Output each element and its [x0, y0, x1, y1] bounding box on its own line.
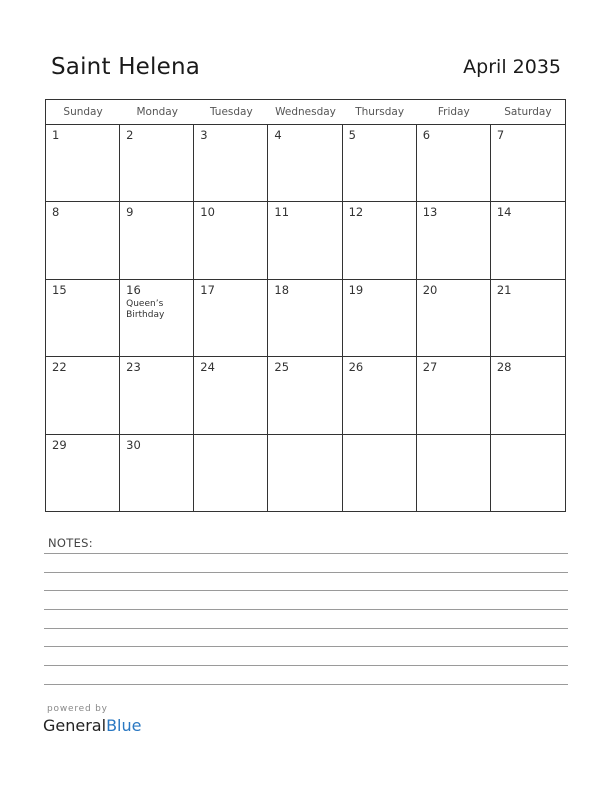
day-cell[interactable]	[120, 357, 194, 433]
day-cell[interactable]	[491, 280, 565, 356]
weekday-saturday: Saturday	[504, 106, 552, 118]
brand-blue-text: Blue	[106, 716, 142, 735]
week-row	[46, 125, 565, 202]
day-cell[interactable]	[417, 357, 491, 433]
weekday-monday: Monday	[136, 106, 178, 118]
day-number: 9	[126, 205, 134, 220]
day-number: 19	[348, 282, 364, 297]
day-cell[interactable]	[491, 435, 565, 512]
day-cell[interactable]	[46, 280, 120, 356]
day-cell[interactable]	[268, 357, 342, 433]
note-line	[44, 609, 568, 610]
day-number: 14	[496, 205, 512, 220]
day-number: 18	[274, 282, 290, 297]
weekday-wednesday: Wednesday	[275, 106, 336, 118]
day-number: 28	[496, 360, 512, 375]
brand-logo[interactable]	[43, 716, 141, 735]
day-cell[interactable]	[491, 125, 565, 201]
day-number: 25	[274, 360, 290, 375]
calendar-title: Saint Helena	[51, 54, 201, 80]
note-line	[44, 646, 568, 647]
day-cell[interactable]	[417, 280, 491, 356]
day-number: 27	[422, 360, 438, 375]
day-number: 17	[200, 282, 215, 297]
day-number: 20	[422, 282, 438, 297]
day-cell[interactable]	[268, 125, 342, 201]
week-row	[46, 435, 565, 512]
weekday-friday: Friday	[437, 106, 470, 118]
day-number: 3	[200, 128, 208, 142]
day-number: 30	[126, 437, 141, 452]
notes-label: NOTES:	[48, 536, 93, 550]
day-cell[interactable]	[491, 202, 565, 278]
day-number: 2	[126, 128, 134, 142]
day-cell[interactable]	[343, 125, 417, 201]
day-number: 6	[422, 128, 431, 142]
day-number: 15	[52, 282, 67, 297]
day-cell[interactable]	[268, 280, 342, 356]
weekday-sunday: Sunday	[63, 106, 103, 118]
day-cell[interactable]	[120, 435, 194, 512]
weekday-tuesday: Tuesday	[209, 106, 253, 118]
note-line	[44, 684, 568, 685]
day-cell[interactable]	[194, 125, 268, 201]
day-cell[interactable]	[194, 280, 268, 356]
day-cell[interactable]	[46, 125, 120, 201]
day-number: 5	[348, 128, 356, 142]
day-cell[interactable]	[46, 202, 120, 278]
day-cell[interactable]	[343, 280, 417, 356]
day-cell[interactable]	[268, 202, 342, 278]
brand-general-text: General	[43, 716, 107, 735]
note-line	[44, 665, 568, 666]
powered-by-text: powered by	[47, 704, 108, 714]
day-number: 1	[52, 128, 60, 142]
day-cell[interactable]	[343, 435, 417, 512]
weeks-container	[46, 125, 565, 512]
day-number: 16	[126, 282, 141, 297]
day-cell[interactable]	[120, 202, 194, 278]
note-line	[44, 628, 568, 629]
week-row	[46, 357, 565, 434]
calendar-month: April 2035	[463, 56, 561, 78]
day-number: 26	[348, 360, 364, 375]
note-line	[44, 590, 568, 591]
week-row	[46, 280, 565, 357]
day-cell[interactable]	[268, 435, 342, 512]
day-cell[interactable]	[417, 435, 491, 512]
day-number: 21	[496, 282, 512, 297]
day-number: 10	[200, 205, 215, 220]
day-cell[interactable]	[46, 435, 120, 512]
day-cell[interactable]	[194, 202, 268, 278]
day-cell[interactable]	[120, 125, 194, 201]
day-cell[interactable]	[343, 357, 417, 433]
day-cell[interactable]	[120, 280, 194, 356]
day-number: 23	[126, 360, 141, 375]
day-number: 29	[52, 437, 67, 452]
holiday-label: Queen’s Birthday	[126, 298, 165, 320]
note-line	[44, 553, 568, 554]
week-row	[46, 202, 565, 279]
day-number: 11	[274, 205, 290, 220]
weekday-header-row	[46, 100, 565, 125]
day-cell[interactable]	[46, 357, 120, 433]
day-cell[interactable]	[491, 357, 565, 433]
day-cell[interactable]	[417, 202, 491, 278]
day-number: 8	[52, 205, 60, 220]
day-number: 7	[496, 128, 505, 142]
day-number: 12	[348, 205, 364, 220]
calendar-grid	[45, 99, 566, 512]
note-line	[44, 572, 568, 573]
day-cell[interactable]	[343, 202, 417, 278]
day-cell[interactable]	[194, 357, 268, 433]
day-cell[interactable]	[194, 435, 268, 512]
day-cell[interactable]	[417, 125, 491, 201]
weekday-thursday: Thursday	[355, 106, 405, 118]
day-number: 4	[274, 128, 282, 142]
day-number: 22	[52, 360, 67, 375]
day-number: 13	[422, 205, 438, 220]
day-number: 24	[200, 360, 215, 375]
